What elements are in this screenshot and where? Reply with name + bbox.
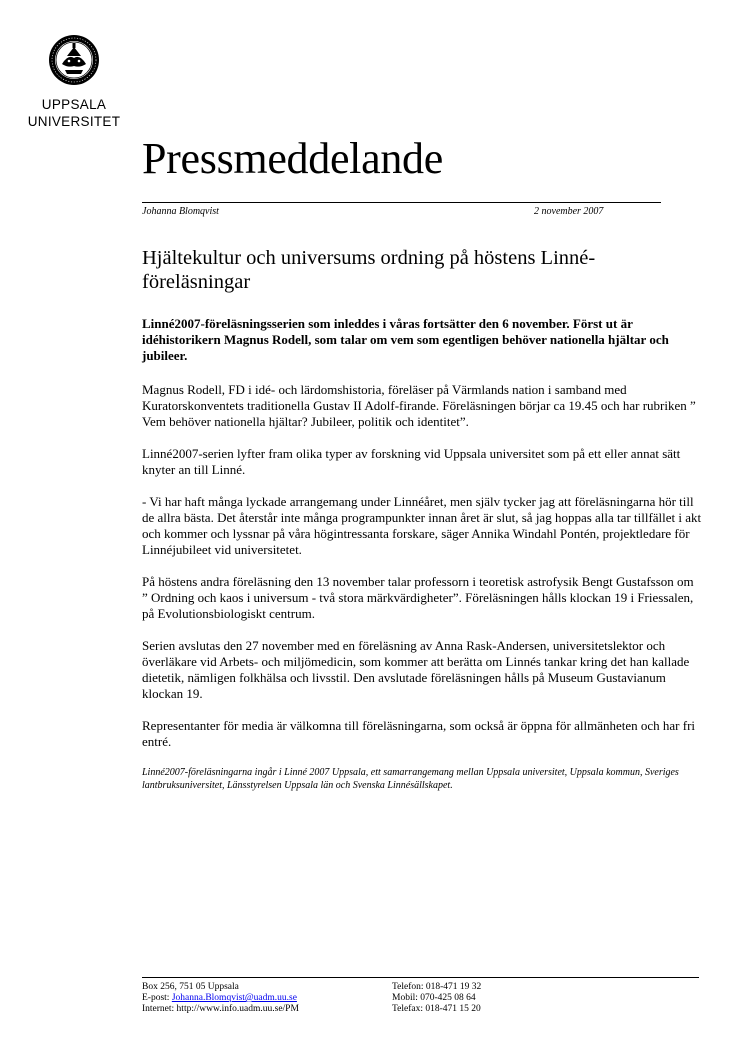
author: Johanna Blomqvist [142,206,219,217]
paragraph: Representanter för media är välkomna till föreläsningarna, som också är öppna för allmänheten och har fri entré. [142,718,696,749]
footer-email-label: E-post: [142,993,172,1003]
header-divider [142,202,661,203]
university-logo [27,34,121,130]
paragraph: På höstens andra föreläsning den 13 november talar professorn i teoretisk astrofysik Bengt Gustafsson om ” Ordning och kaos i universum - två stora märkvärdigheter”. Föreläsningen hålls klockan 19 i Friessalen, på Evolutionsbiologiskt centrum. [142,574,694,621]
footer-address: Box 256, 751 05 Uppsala [142,982,239,992]
university-name [26,96,122,130]
university-name-line2: UNIVERSITET [27,114,121,129]
article-note: Linné2007-föreläsningarna ingår i Linné 2007 Uppsala, ett samarrangemang mellan Uppsala universitet, Uppsala kommun, Sveriges lantbruksuniversitet, Länsstyrelsen Uppsala län och Svenska Linnésällskapet. [142,767,679,791]
footer-phones [392,982,481,1015]
article-headline: Hjältekultur och universums ordning på höstens Linné-föreläsningar [142,247,596,293]
page-title: Pressmeddelande [142,134,443,183]
paragraph: Magnus Rodell, FD i idé- och lärdomshistoria, föreläser på Värmlands nation i samband med Kuratorskonventets traditionella Gustav II Adolf-firande. Föreläsningen börjar ca 19.45 och har rubriken ” Vem behöver nationella hjältar? Jubileer, politik och identitet”. [142,382,696,429]
paragraph: Linné2007-serien lyfter fram olika typer av forskning vid Uppsala universitet som på ett eller annat sätt knyter an till Linné. [142,446,681,477]
email-link[interactable]: Johanna.Blomqvist@uadm.uu.se [171,993,297,1003]
article-body [142,246,702,792]
footer-internet: Internet: http://www.info.uadm.uu.se/PM [142,1004,299,1014]
footer-phone: Telefon: 018-471 19 32 [392,982,482,992]
paragraph: - Vi har haft många lyckade arrangemang under Linnéåret, men själv tycker jag att föreläsningarna hör till de allra bästa. Det återstår inte många programpunkter innan året är slut, så jag hoppas alla tar tillfället i akt och kommer och lyssnar på våra högintressanta forskare, säger Annika Windahl Pontén, projektledare för Linnéjubileet vid universitetet. [142,494,702,557]
paragraph: Serien avslutas den 27 november med en föreläsning av Anna Rask-Andersen, universitetslektor och överläkare vid Arbets- och miljömedicin, som kommer att berätta om Linnés tankar kring det han kallade dietetik, nämligen folkhälsa och livsstil. Den avslutade föreläsningen hålls på Museum Gustavianum klockan 19. [142,638,690,701]
publication-date: 2 november 2007 [534,206,604,217]
footer-email-line [142,993,299,1004]
university-seal-icon [48,34,100,86]
footer-fax: Telefax: 018-471 15 20 [392,1004,481,1014]
footer-divider [142,977,699,978]
footer-contact [142,982,299,1015]
article-lead: Linné2007-föreläsningsserien som inleddes i våras fortsätter den 6 november. Först ut är idéhistorikern Magnus Rodell, som talar om vem som egentligen behöver nationella hjältar och jubileer. [142,316,669,363]
university-name-line1: UPPSALA [41,97,107,112]
footer-mobile: Mobil: 070-425 08 64 [392,993,476,1003]
